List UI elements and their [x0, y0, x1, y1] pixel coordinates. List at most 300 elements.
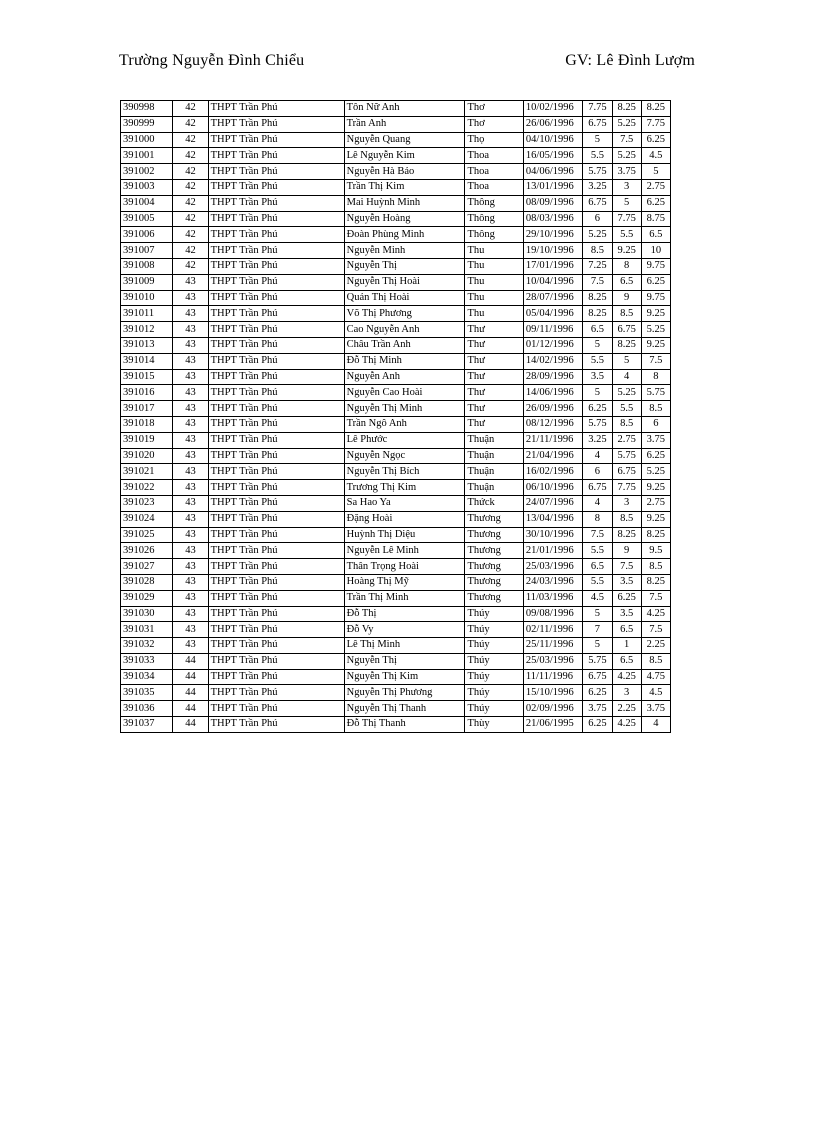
- school-cell: THPT Trần Phú: [208, 701, 344, 717]
- table-row: [121, 401, 671, 417]
- score-3-cell: 3.75: [641, 432, 670, 448]
- birth-date-cell: 28/07/1996: [523, 290, 582, 306]
- birth-date-cell: 10/04/1996: [523, 274, 582, 290]
- score-2-cell: 7.75: [612, 480, 641, 496]
- room-number-cell: 44: [173, 701, 208, 717]
- given-name-cell: Thư: [465, 416, 523, 432]
- room-number-cell: 43: [173, 495, 208, 511]
- student-id-cell: 390998: [121, 101, 173, 117]
- score-2-cell: 5.5: [612, 401, 641, 417]
- student-id-cell: 391001: [121, 148, 173, 164]
- surname-cell: Huỳnh Thị Diệu: [344, 527, 465, 543]
- given-name-cell: Thúy: [465, 685, 523, 701]
- score-3-cell: 9.75: [641, 258, 670, 274]
- score-3-cell: 8.25: [641, 101, 670, 117]
- surname-cell: Lê Nguyễn Kim: [344, 148, 465, 164]
- table-row: [121, 306, 671, 322]
- score-1-cell: 7.75: [583, 101, 612, 117]
- room-number-cell: 42: [173, 179, 208, 195]
- given-name-cell: Thúy: [465, 606, 523, 622]
- birth-date-cell: 11/03/1996: [523, 590, 582, 606]
- student-id-cell: 391027: [121, 559, 173, 575]
- table-row: [121, 432, 671, 448]
- given-name-cell: Thư: [465, 337, 523, 353]
- table-row: [121, 448, 671, 464]
- score-3-cell: 2.75: [641, 495, 670, 511]
- score-3-cell: 7.5: [641, 622, 670, 638]
- room-number-cell: 42: [173, 227, 208, 243]
- given-name-cell: Thuận: [465, 432, 523, 448]
- student-id-cell: 391029: [121, 590, 173, 606]
- birth-date-cell: 04/06/1996: [523, 164, 582, 180]
- score-2-cell: 1: [612, 638, 641, 654]
- birth-date-cell: 14/06/1996: [523, 385, 582, 401]
- score-3-cell: 5: [641, 164, 670, 180]
- school-cell: THPT Trần Phú: [208, 148, 344, 164]
- score-3-cell: 4.75: [641, 669, 670, 685]
- score-2-cell: 9.25: [612, 243, 641, 259]
- birth-date-cell: 11/11/1996: [523, 669, 582, 685]
- surname-cell: Đoàn Phùng Minh: [344, 227, 465, 243]
- score-3-cell: 8: [641, 369, 670, 385]
- table-row: [121, 495, 671, 511]
- surname-cell: Mai Huỳnh Minh: [344, 195, 465, 211]
- birth-date-cell: 29/10/1996: [523, 227, 582, 243]
- score-2-cell: 6.75: [612, 464, 641, 480]
- room-number-cell: 43: [173, 574, 208, 590]
- score-1-cell: 4.5: [583, 590, 612, 606]
- score-3-cell: 4.5: [641, 685, 670, 701]
- score-3-cell: 6.25: [641, 448, 670, 464]
- birth-date-cell: 02/11/1996: [523, 622, 582, 638]
- surname-cell: Trần Thị Minh: [344, 590, 465, 606]
- school-cell: THPT Trần Phú: [208, 211, 344, 227]
- given-name-cell: Thọ: [465, 132, 523, 148]
- given-name-cell: Thuận: [465, 480, 523, 496]
- room-number-cell: 43: [173, 559, 208, 575]
- score-2-cell: 5: [612, 353, 641, 369]
- room-number-cell: 43: [173, 432, 208, 448]
- score-2-cell: 5.25: [612, 148, 641, 164]
- student-id-cell: 391021: [121, 464, 173, 480]
- score-3-cell: 6.25: [641, 195, 670, 211]
- birth-date-cell: 15/10/1996: [523, 685, 582, 701]
- birth-date-cell: 26/06/1996: [523, 116, 582, 132]
- student-id-cell: 391009: [121, 274, 173, 290]
- school-cell: THPT Trần Phú: [208, 227, 344, 243]
- score-1-cell: 5: [583, 132, 612, 148]
- score-2-cell: 8.25: [612, 527, 641, 543]
- given-name-cell: Thư: [465, 369, 523, 385]
- student-id-cell: 391037: [121, 717, 173, 733]
- given-name-cell: Thúy: [465, 701, 523, 717]
- surname-cell: Nguyễn Thị Bích: [344, 464, 465, 480]
- given-name-cell: Thoa: [465, 179, 523, 195]
- school-cell: THPT Trần Phú: [208, 258, 344, 274]
- score-2-cell: 8.25: [612, 101, 641, 117]
- birth-date-cell: 16/05/1996: [523, 148, 582, 164]
- student-id-cell: 391032: [121, 638, 173, 654]
- score-2-cell: 8: [612, 258, 641, 274]
- surname-cell: Nguyễn Thị: [344, 653, 465, 669]
- score-3-cell: 3.75: [641, 701, 670, 717]
- score-1-cell: 6.75: [583, 669, 612, 685]
- score-3-cell: 7.5: [641, 590, 670, 606]
- student-id-cell: 391004: [121, 195, 173, 211]
- score-1-cell: 5: [583, 638, 612, 654]
- school-cell: THPT Trần Phú: [208, 290, 344, 306]
- student-id-cell: 391030: [121, 606, 173, 622]
- student-id-cell: 391035: [121, 685, 173, 701]
- score-1-cell: 5: [583, 385, 612, 401]
- school-cell: THPT Trần Phú: [208, 274, 344, 290]
- score-1-cell: 7: [583, 622, 612, 638]
- given-name-cell: Thông: [465, 227, 523, 243]
- school-cell: THPT Trần Phú: [208, 622, 344, 638]
- surname-cell: Quản Thị Hoài: [344, 290, 465, 306]
- school-cell: THPT Trần Phú: [208, 495, 344, 511]
- table-row: [121, 179, 671, 195]
- student-id-cell: 391000: [121, 132, 173, 148]
- school-name: Trường Nguyễn Đình Chiểu: [119, 52, 305, 69]
- school-cell: THPT Trần Phú: [208, 511, 344, 527]
- student-id-cell: 391024: [121, 511, 173, 527]
- surname-cell: Đỗ Thị: [344, 606, 465, 622]
- surname-cell: Sa Hao Ya: [344, 495, 465, 511]
- score-1-cell: 6.5: [583, 559, 612, 575]
- student-id-cell: 391005: [121, 211, 173, 227]
- score-1-cell: 8: [583, 511, 612, 527]
- birth-date-cell: 21/11/1996: [523, 432, 582, 448]
- room-number-cell: 43: [173, 274, 208, 290]
- table-row: [121, 243, 671, 259]
- room-number-cell: 43: [173, 590, 208, 606]
- birth-date-cell: 09/08/1996: [523, 606, 582, 622]
- table-row: [121, 685, 671, 701]
- surname-cell: Nguyễn Hà Bảo: [344, 164, 465, 180]
- school-cell: THPT Trần Phú: [208, 480, 344, 496]
- birth-date-cell: 26/09/1996: [523, 401, 582, 417]
- score-1-cell: 5.5: [583, 574, 612, 590]
- given-name-cell: Thu: [465, 290, 523, 306]
- school-cell: THPT Trần Phú: [208, 353, 344, 369]
- school-cell: THPT Trần Phú: [208, 559, 344, 575]
- room-number-cell: 42: [173, 116, 208, 132]
- table-row: [121, 116, 671, 132]
- given-name-cell: Thương: [465, 511, 523, 527]
- table-row: [121, 527, 671, 543]
- student-id-cell: 391018: [121, 416, 173, 432]
- score-2-cell: 4.25: [612, 669, 641, 685]
- student-id-cell: 391014: [121, 353, 173, 369]
- score-3-cell: 2.25: [641, 638, 670, 654]
- surname-cell: Tôn Nữ Anh: [344, 101, 465, 117]
- student-id-cell: 391003: [121, 179, 173, 195]
- score-2-cell: 6.75: [612, 322, 641, 338]
- surname-cell: Võ Thị Phương: [344, 306, 465, 322]
- table-row: [121, 148, 671, 164]
- student-id-cell: 391031: [121, 622, 173, 638]
- school-cell: THPT Trần Phú: [208, 385, 344, 401]
- birth-date-cell: 01/12/1996: [523, 337, 582, 353]
- surname-cell: Châu Trần Anh: [344, 337, 465, 353]
- score-1-cell: 5.5: [583, 353, 612, 369]
- given-name-cell: Thương: [465, 543, 523, 559]
- room-number-cell: 43: [173, 337, 208, 353]
- student-id-cell: 391022: [121, 480, 173, 496]
- school-cell: THPT Trần Phú: [208, 322, 344, 338]
- score-1-cell: 8.25: [583, 306, 612, 322]
- student-id-cell: 391002: [121, 164, 173, 180]
- score-3-cell: 6.5: [641, 227, 670, 243]
- room-number-cell: 43: [173, 416, 208, 432]
- room-number-cell: 43: [173, 480, 208, 496]
- school-cell: THPT Trần Phú: [208, 164, 344, 180]
- score-2-cell: 8.5: [612, 306, 641, 322]
- given-name-cell: Thư: [465, 322, 523, 338]
- school-cell: THPT Trần Phú: [208, 432, 344, 448]
- table-row: [121, 590, 671, 606]
- table-row: [121, 511, 671, 527]
- score-2-cell: 3: [612, 179, 641, 195]
- birth-date-cell: 09/11/1996: [523, 322, 582, 338]
- surname-cell: Đặng Hoài: [344, 511, 465, 527]
- score-3-cell: 9.25: [641, 511, 670, 527]
- score-2-cell: 7.75: [612, 211, 641, 227]
- page-header: [119, 52, 695, 74]
- room-number-cell: 43: [173, 353, 208, 369]
- score-1-cell: 5.25: [583, 227, 612, 243]
- student-id-cell: 391033: [121, 653, 173, 669]
- student-id-cell: 391008: [121, 258, 173, 274]
- school-cell: THPT Trần Phú: [208, 179, 344, 195]
- given-name-cell: Thông: [465, 211, 523, 227]
- score-1-cell: 6.25: [583, 685, 612, 701]
- room-number-cell: 42: [173, 132, 208, 148]
- school-cell: THPT Trần Phú: [208, 717, 344, 733]
- surname-cell: Nguyễn Hoàng: [344, 211, 465, 227]
- birth-date-cell: 13/04/1996: [523, 511, 582, 527]
- school-cell: THPT Trần Phú: [208, 416, 344, 432]
- student-id-cell: 391012: [121, 322, 173, 338]
- surname-cell: Nguyễn Cao Hoài: [344, 385, 465, 401]
- table-row: [121, 369, 671, 385]
- room-number-cell: 43: [173, 306, 208, 322]
- surname-cell: Trần Anh: [344, 116, 465, 132]
- given-name-cell: Thơ: [465, 116, 523, 132]
- table-row: [121, 622, 671, 638]
- surname-cell: Nguyễn Quang: [344, 132, 465, 148]
- score-2-cell: 6.5: [612, 622, 641, 638]
- score-3-cell: 6.25: [641, 274, 670, 290]
- room-number-cell: 44: [173, 717, 208, 733]
- room-number-cell: 42: [173, 258, 208, 274]
- surname-cell: Nguyễn Thị Phương: [344, 685, 465, 701]
- surname-cell: Đỗ Thị Minh: [344, 353, 465, 369]
- birth-date-cell: 28/09/1996: [523, 369, 582, 385]
- birth-date-cell: 25/03/1996: [523, 653, 582, 669]
- given-name-cell: Thoa: [465, 148, 523, 164]
- birth-date-cell: 13/01/1996: [523, 179, 582, 195]
- table-row: [121, 701, 671, 717]
- score-1-cell: 7.5: [583, 527, 612, 543]
- surname-cell: Nguyễn Ngọc: [344, 448, 465, 464]
- score-2-cell: 3: [612, 495, 641, 511]
- score-1-cell: 6.25: [583, 717, 612, 733]
- table-row: [121, 211, 671, 227]
- room-number-cell: 42: [173, 164, 208, 180]
- surname-cell: Nguyễn Thị: [344, 258, 465, 274]
- student-id-cell: 391016: [121, 385, 173, 401]
- table-row: [121, 322, 671, 338]
- given-name-cell: Thông: [465, 195, 523, 211]
- score-1-cell: 6.75: [583, 195, 612, 211]
- score-1-cell: 5: [583, 337, 612, 353]
- table-row: [121, 638, 671, 654]
- score-2-cell: 3.5: [612, 574, 641, 590]
- surname-cell: Lê Phước: [344, 432, 465, 448]
- student-id-cell: 391025: [121, 527, 173, 543]
- school-cell: THPT Trần Phú: [208, 401, 344, 417]
- room-number-cell: 43: [173, 511, 208, 527]
- given-name-cell: Thuận: [465, 464, 523, 480]
- student-id-cell: 391036: [121, 701, 173, 717]
- score-3-cell: 9.25: [641, 306, 670, 322]
- score-3-cell: 5.25: [641, 322, 670, 338]
- room-number-cell: 42: [173, 211, 208, 227]
- school-cell: THPT Trần Phú: [208, 638, 344, 654]
- score-2-cell: 8.5: [612, 511, 641, 527]
- given-name-cell: Thư: [465, 401, 523, 417]
- table-row: [121, 385, 671, 401]
- birth-date-cell: 19/10/1996: [523, 243, 582, 259]
- table-row: [121, 669, 671, 685]
- score-3-cell: 9.75: [641, 290, 670, 306]
- teacher-name: GV: Lê Đình Lượm: [565, 52, 695, 69]
- given-name-cell: Thúy: [465, 638, 523, 654]
- room-number-cell: 43: [173, 290, 208, 306]
- surname-cell: Nguyễn Thị Kim: [344, 669, 465, 685]
- school-cell: THPT Trần Phú: [208, 590, 344, 606]
- score-1-cell: 5.75: [583, 653, 612, 669]
- given-name-cell: Thu: [465, 258, 523, 274]
- birth-date-cell: 08/03/1996: [523, 211, 582, 227]
- student-id-cell: 391028: [121, 574, 173, 590]
- table-row: [121, 227, 671, 243]
- birth-date-cell: 14/02/1996: [523, 353, 582, 369]
- surname-cell: Đỗ Thị Thanh: [344, 717, 465, 733]
- score-2-cell: 9: [612, 543, 641, 559]
- birth-date-cell: 21/04/1996: [523, 448, 582, 464]
- table-row: [121, 606, 671, 622]
- score-2-cell: 5.75: [612, 448, 641, 464]
- table-row: [121, 416, 671, 432]
- score-1-cell: 4: [583, 448, 612, 464]
- score-2-cell: 2.75: [612, 432, 641, 448]
- surname-cell: Nguyễn Thị Minh: [344, 401, 465, 417]
- room-number-cell: 44: [173, 685, 208, 701]
- room-number-cell: 42: [173, 243, 208, 259]
- table-row: [121, 195, 671, 211]
- score-1-cell: 6: [583, 211, 612, 227]
- room-number-cell: 43: [173, 606, 208, 622]
- score-2-cell: 4.25: [612, 717, 641, 733]
- score-1-cell: 6.75: [583, 480, 612, 496]
- student-id-cell: 391017: [121, 401, 173, 417]
- score-3-cell: 7.5: [641, 353, 670, 369]
- score-1-cell: 6: [583, 464, 612, 480]
- score-2-cell: 8.5: [612, 416, 641, 432]
- surname-cell: Trương Thị Kim: [344, 480, 465, 496]
- student-id-cell: 391034: [121, 669, 173, 685]
- birth-date-cell: 25/11/1996: [523, 638, 582, 654]
- score-3-cell: 9.25: [641, 337, 670, 353]
- room-number-cell: 44: [173, 653, 208, 669]
- score-1-cell: 5.5: [583, 543, 612, 559]
- school-cell: THPT Trần Phú: [208, 669, 344, 685]
- student-id-cell: 391011: [121, 306, 173, 322]
- room-number-cell: 42: [173, 148, 208, 164]
- surname-cell: Nguyễn Thị Thanh: [344, 701, 465, 717]
- given-name-cell: Thu: [465, 274, 523, 290]
- score-1-cell: 3.75: [583, 701, 612, 717]
- score-2-cell: 7.5: [612, 559, 641, 575]
- score-1-cell: 4: [583, 495, 612, 511]
- given-name-cell: Thúy: [465, 653, 523, 669]
- score-3-cell: 5.75: [641, 385, 670, 401]
- given-name-cell: Thư: [465, 353, 523, 369]
- surname-cell: Trần Ngô Anh: [344, 416, 465, 432]
- table-row: [121, 480, 671, 496]
- score-3-cell: 4: [641, 717, 670, 733]
- given-name-cell: Thuận: [465, 448, 523, 464]
- table-row: [121, 164, 671, 180]
- school-cell: THPT Trần Phú: [208, 527, 344, 543]
- score-3-cell: 8.25: [641, 574, 670, 590]
- score-3-cell: 9.25: [641, 480, 670, 496]
- score-3-cell: 8.5: [641, 559, 670, 575]
- score-1-cell: 8.5: [583, 243, 612, 259]
- school-cell: THPT Trần Phú: [208, 101, 344, 117]
- table-row: [121, 653, 671, 669]
- school-cell: THPT Trần Phú: [208, 195, 344, 211]
- score-2-cell: 5.25: [612, 116, 641, 132]
- table-row: [121, 274, 671, 290]
- score-1-cell: 6.25: [583, 401, 612, 417]
- school-cell: THPT Trần Phú: [208, 369, 344, 385]
- surname-cell: Đỗ Vy: [344, 622, 465, 638]
- score-1-cell: 5.75: [583, 164, 612, 180]
- score-2-cell: 5: [612, 195, 641, 211]
- table-row: [121, 574, 671, 590]
- room-number-cell: 43: [173, 622, 208, 638]
- score-3-cell: 4.25: [641, 606, 670, 622]
- surname-cell: Nguyễn Anh: [344, 369, 465, 385]
- score-2-cell: 3: [612, 685, 641, 701]
- score-1-cell: 7.25: [583, 258, 612, 274]
- birth-date-cell: 21/01/1996: [523, 543, 582, 559]
- room-number-cell: 42: [173, 195, 208, 211]
- score-1-cell: 3.25: [583, 432, 612, 448]
- birth-date-cell: 24/07/1996: [523, 495, 582, 511]
- school-cell: THPT Trần Phú: [208, 306, 344, 322]
- school-cell: THPT Trần Phú: [208, 543, 344, 559]
- score-1-cell: 7.5: [583, 274, 612, 290]
- table-row: [121, 337, 671, 353]
- score-2-cell: 5.25: [612, 385, 641, 401]
- birth-date-cell: 21/06/1995: [523, 717, 582, 733]
- given-name-cell: Thư: [465, 385, 523, 401]
